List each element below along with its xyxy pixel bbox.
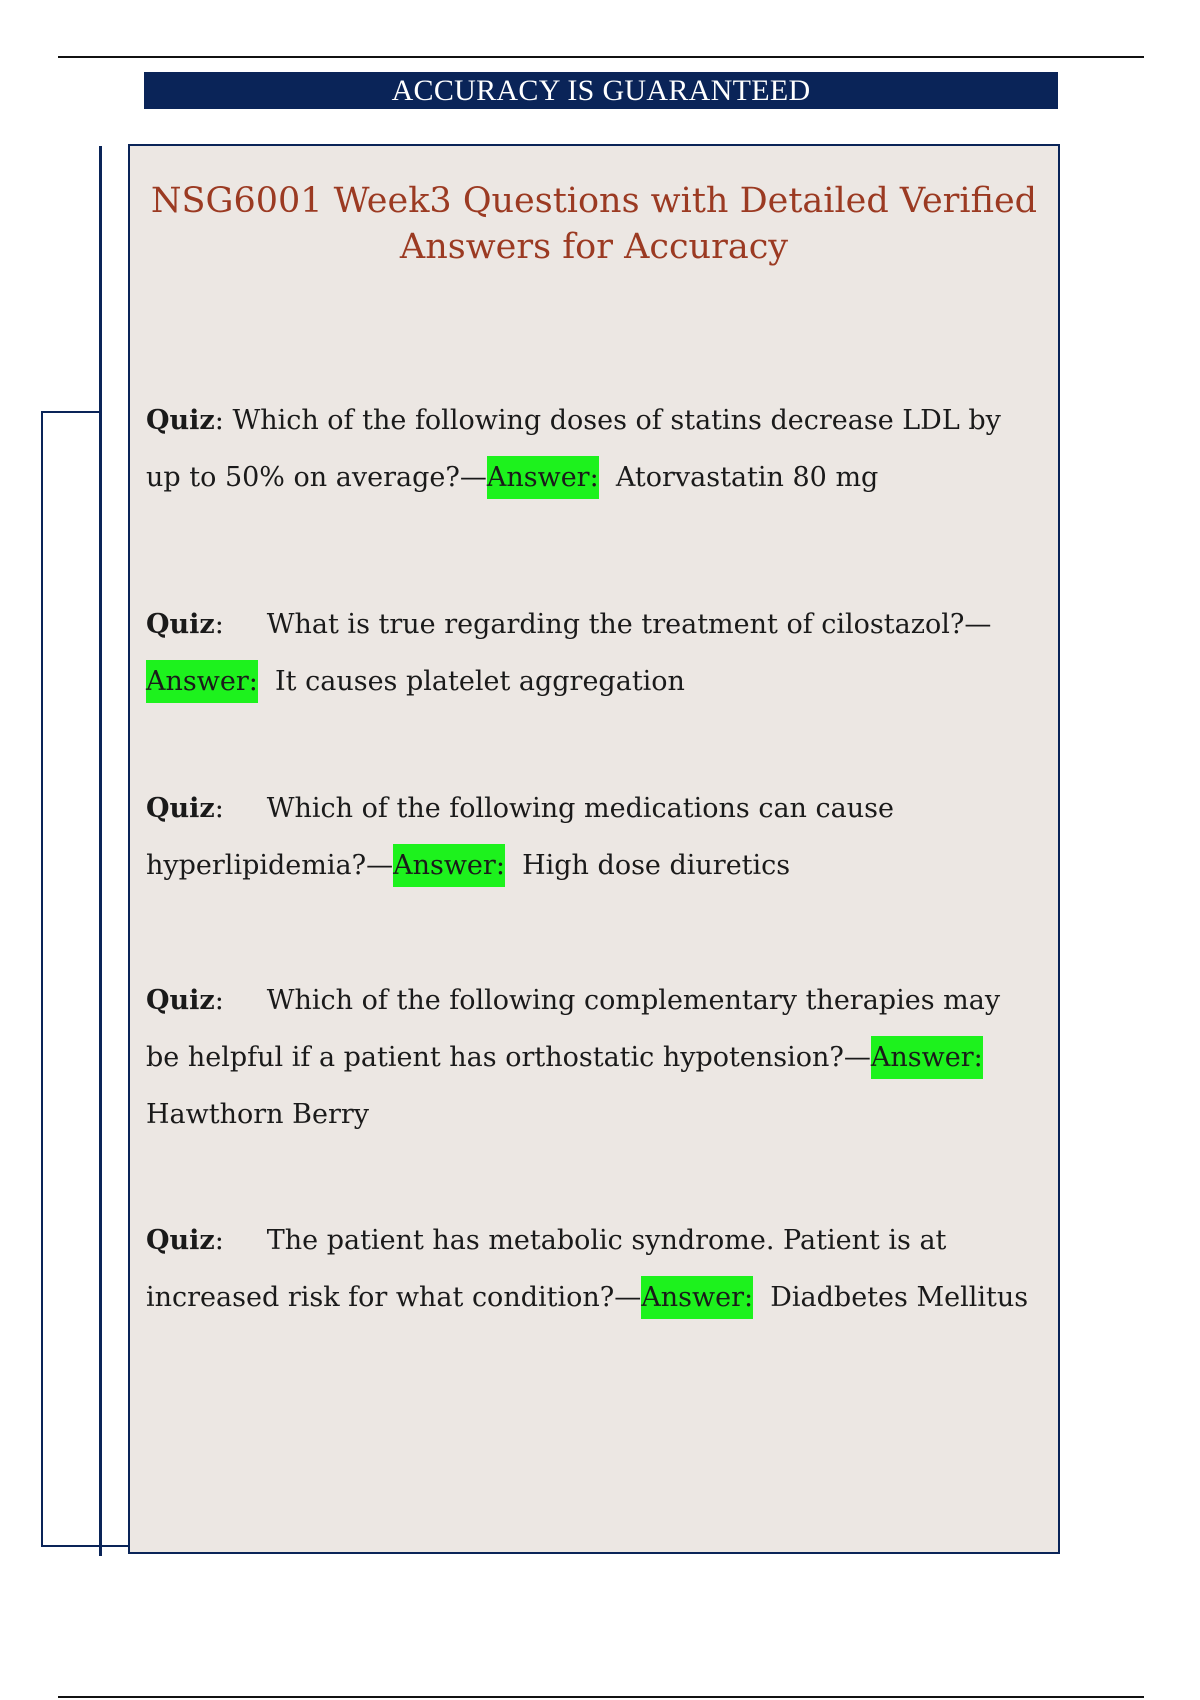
answer-label: Answer:	[487, 456, 599, 499]
bracket-top-line	[41, 411, 101, 413]
dash-separator: —	[964, 609, 992, 640]
answer-label: Answer:	[393, 844, 505, 887]
question-text: Which of the following medications can cause hyperlipidemia?	[146, 793, 894, 881]
qa-item-2	[146, 596, 1036, 710]
question-text: What is true regarding the treatment of cilostazol?	[266, 609, 965, 640]
quiz-label: Quiz	[146, 985, 215, 1016]
quiz-separator: :	[214, 609, 267, 640]
question-text: The patient has metabolic syndrome. Patient is at increased risk for what condition?	[146, 1225, 947, 1313]
question-text: Which of the following complementary therapies may be helpful if a patient has orthostatic hypotension?	[146, 985, 1001, 1073]
question-text: Which of the following doses of statins decrease LDL by up to 50% on average?	[146, 405, 1001, 493]
answer-text: Atorvastatin 80 mg	[615, 462, 879, 493]
answer-label: Answer:	[641, 1276, 753, 1319]
bracket-inner-line	[99, 146, 102, 1556]
qa-item-1	[146, 392, 1036, 506]
bracket-outer-line	[41, 411, 43, 1547]
accuracy-banner: ACCURACY IS GUARANTEED	[144, 72, 1058, 109]
quiz-label: Quiz	[146, 1225, 215, 1256]
quiz-label: Quiz	[146, 609, 215, 640]
answer-label: Answer:	[871, 1036, 983, 1079]
answer-text: High dose diuretics	[522, 850, 791, 881]
quiz-separator: :	[214, 985, 267, 1016]
qa-item-3	[146, 780, 1036, 894]
qa-item-4	[146, 972, 1036, 1143]
quiz-label: Quiz	[146, 405, 215, 436]
answer-text: Diadbetes Mellitus	[770, 1282, 1029, 1313]
quiz-separator: :	[214, 1225, 267, 1256]
qa-item-5	[146, 1212, 1036, 1326]
answer-text: It causes platelet aggregation	[275, 666, 685, 697]
quiz-separator: :	[214, 793, 267, 824]
document-title: NSG6001 Week3 Questions with Detailed Verified Answers for Accuracy	[150, 181, 1038, 267]
top-rule	[58, 56, 1144, 58]
quiz-separator: :	[214, 405, 233, 436]
dash-separator: —	[366, 850, 394, 881]
quiz-label: Quiz	[146, 793, 215, 824]
dash-separator: —	[614, 1282, 642, 1313]
dash-separator: —	[459, 462, 487, 493]
answer-label: Answer:	[146, 660, 258, 703]
dash-separator: —	[843, 1042, 871, 1073]
document-panel	[128, 144, 1060, 1554]
bottom-rule	[58, 1696, 1144, 1698]
answer-text: Hawthorn Berry	[146, 1099, 370, 1130]
